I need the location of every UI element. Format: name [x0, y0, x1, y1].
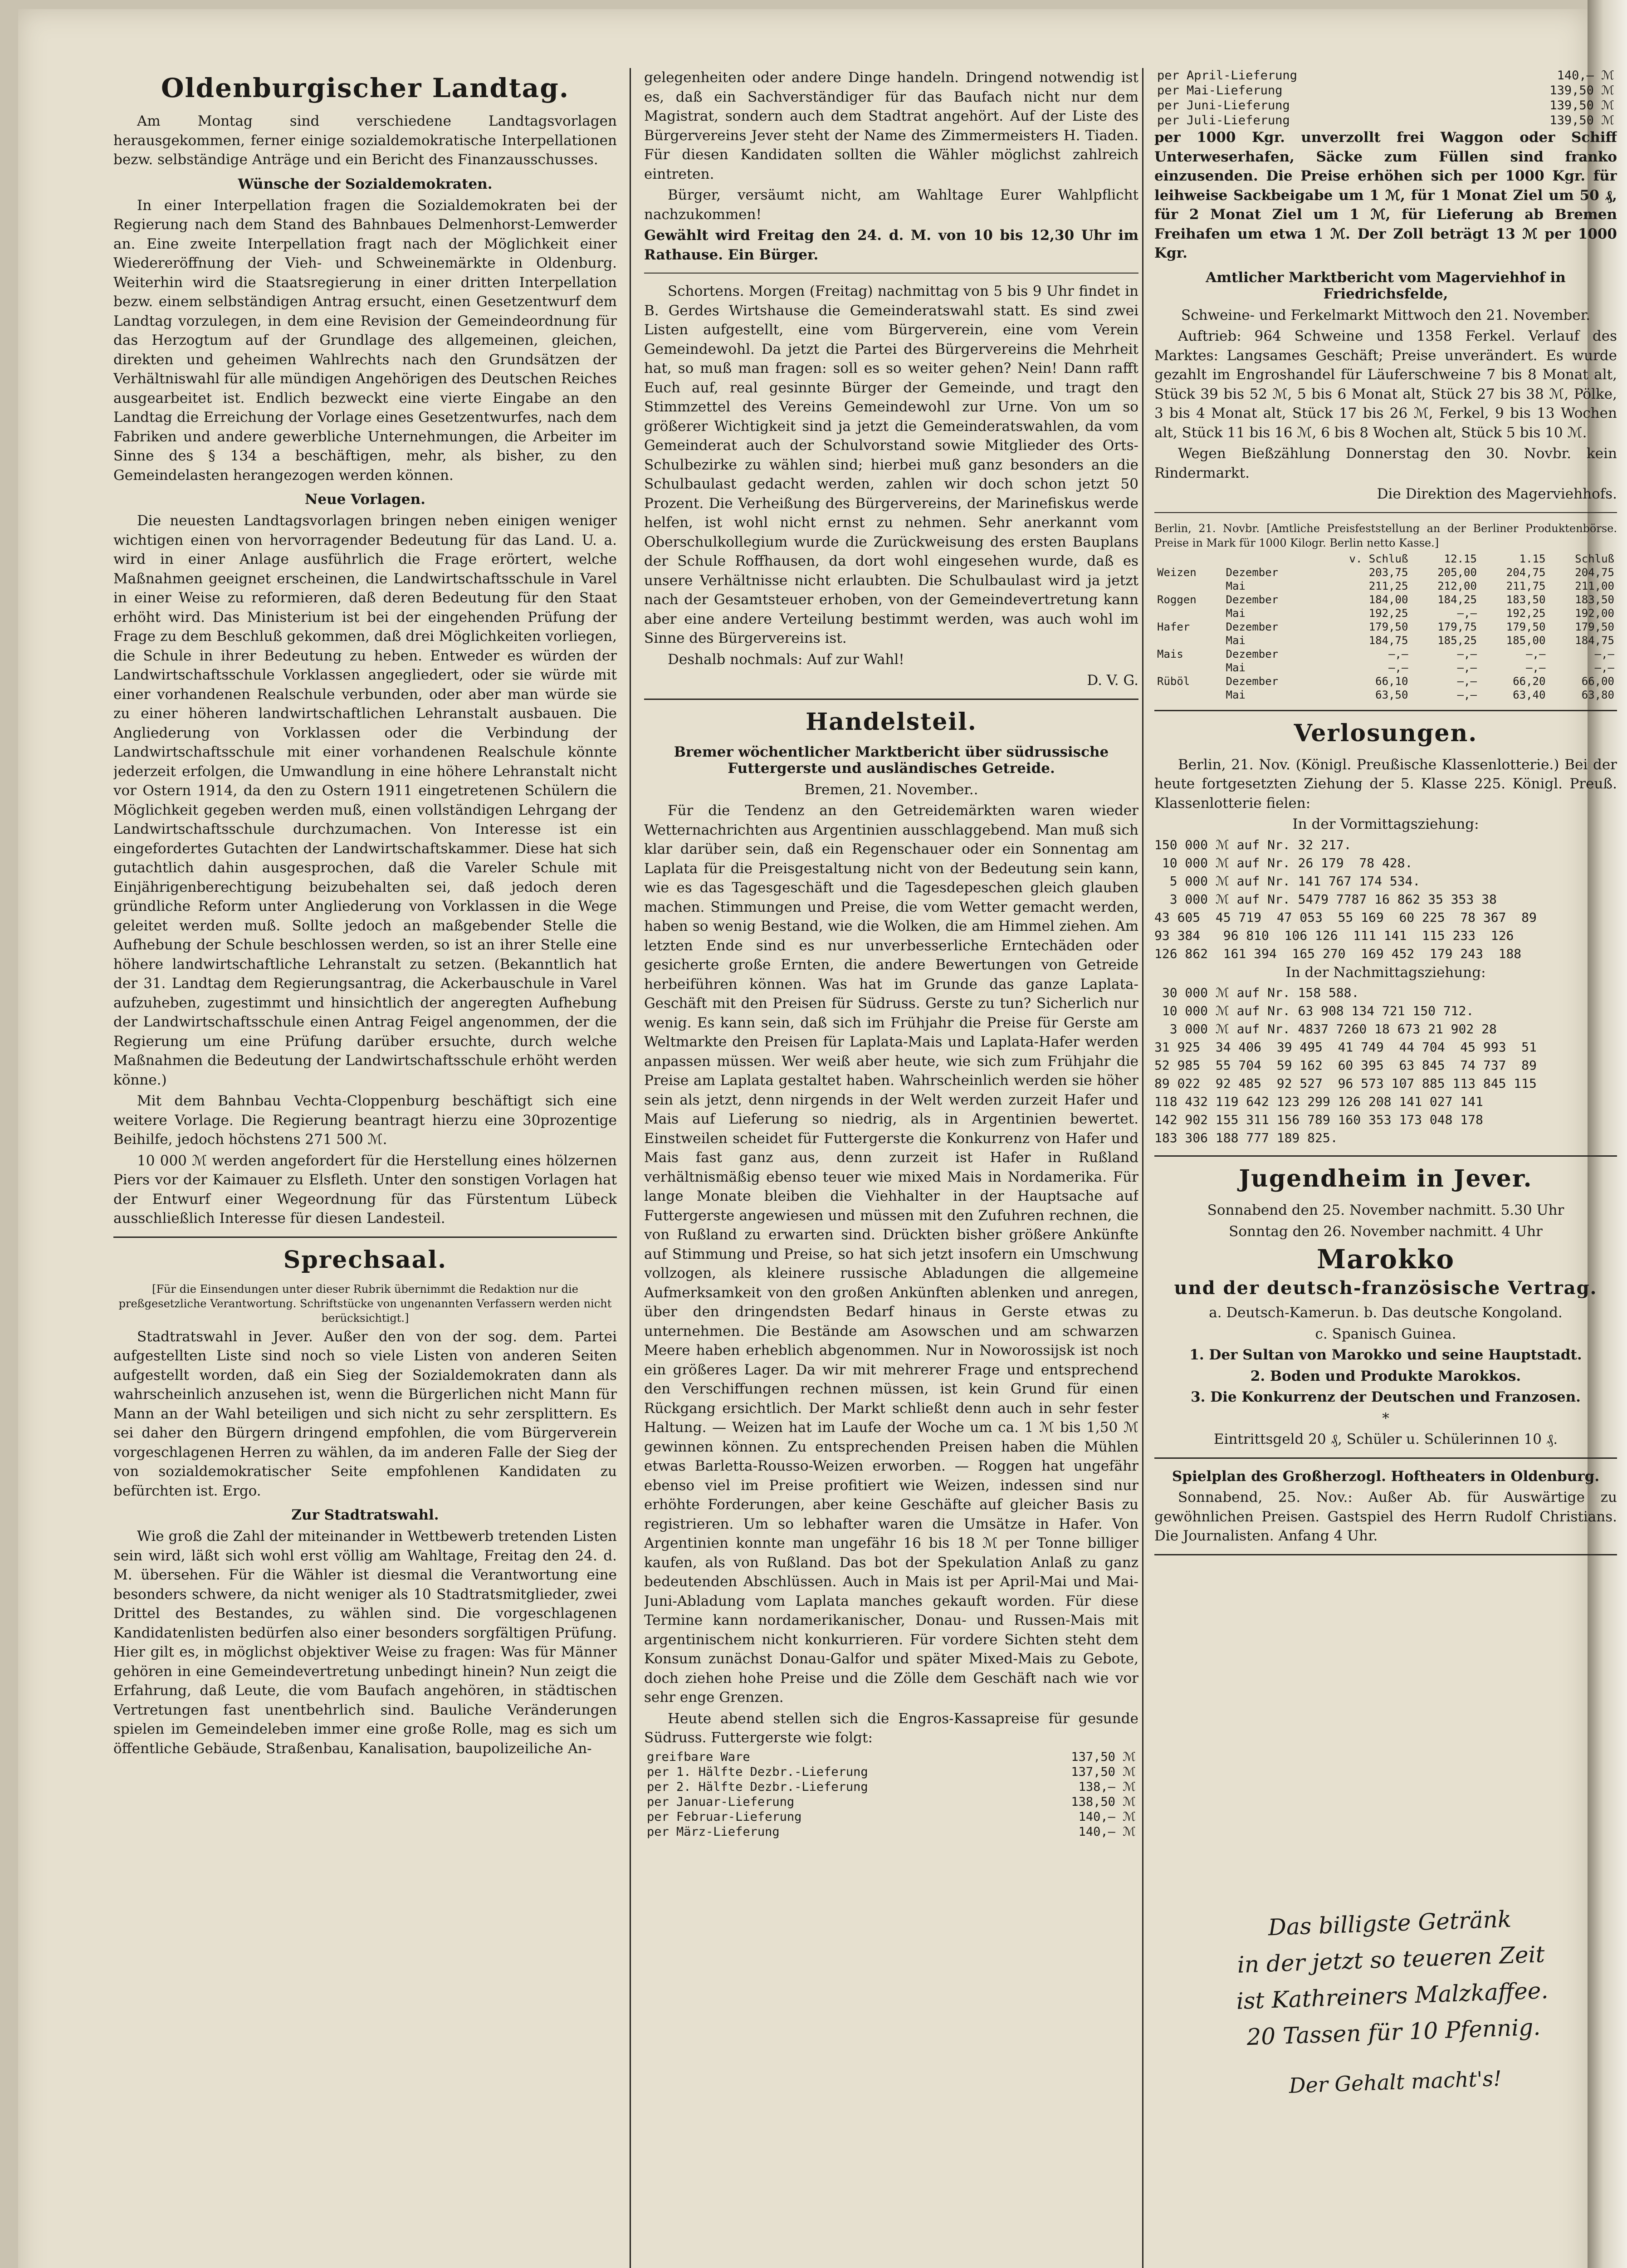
- table-cell: Dezember: [1226, 566, 1279, 579]
- section-divider: [644, 699, 1138, 700]
- paragraph: Stadtratswahl in Jever. Außer den von der sog. dem. Partei aufgestellten Liste sind noch so viele Listen von anderen Seiten aufgestellt worden, daß ein Sieg der Sozialdemokraten dann als wahrscheinlich anzusehen ist, wenn die Bürgerlichen nicht Mann für Mann an der Wahl beteiligen und sich nicht zu sehr zersplittern. Es sei daher den Bürgern dringend empfohlen, die vom Bürgerverein vorgeschlagenen Herren zu wählen, da im anderen Falle der Sieg der von sozialdemokratischer Seite empfohlenen Kandidaten zu befürchten ist. Ergo.: [113, 1328, 617, 1499]
- table-cell: 184,75: [1575, 634, 1614, 647]
- table-cell: —,—: [1457, 606, 1477, 620]
- table-row: [1154, 83, 1617, 98]
- separator-star: *: [1382, 1410, 1389, 1427]
- table-row: [644, 1809, 1138, 1824]
- paragraph: Die neuesten Landtagsvorlagen bringen neben einigen weniger wichtigen einen von hervorragender Bedeutung für das Land. U. a. wird in einer Anlage ausführlich die Frage erörtert, welche Maßnahmen geeignet erscheinen, die Landwirtschaftsschule in Varel in einer Weise zu reformieren, daß deren Bedeutung für den Staat erhöht wird. Das Ministerium ist bei der eingehenden Prüfung der Frage zu dem Beschluß gekommen, daß drei Möglichkeiten vorliegen, die Schule in ihrer Bedeutung zu heben. Entweder es würden der Landwirtschaftsschule Vorklassen angegliedert, oder sie würde mit einer vorhandenen Realschule verbunden, oder aber man würde sie zu einer höheren landwirtschaftlichen Lehranstalt ausbauen. Die Angliederung von Vorklassen oder die Verbindung der Landwirtschaftsschule mit einer vorhandenen Realschule könnte jederzeit erfolgen, die Umwandlung in eine höhere Lehranstalt nicht vor Ostern 1914, da den zu Ostern 1911 eingetretenen Schülern die Möglichkeit gegeben werden muß, einen vollständigen Lehrgang der Landwirtschaftsschule durchzumachen. Von Interesse ist ein eingefordertes Gutachten der Landwirtschaftskammer. Diese hat sich gutachtlich dahin ausgesprochen, daß die Vareler Schule mit Einjährigenberechtigung beizubehalten sei, daß jedoch deren gründliche Reform unter Angliederung von Vorklassen in die Wege geleitet werden muß. Sollte jedoch an maßgebender Stelle die Aufhebung der Schule beschlossen werden, so ist an ihrer Stelle eine höhere landwirtschaftliche Lehranstalt zu setzen. (Bekanntlich hat der 31. Landtag dem Regierungsantrag, die Ackerbauschule in Varel aufzuheben, zugestimmt und hinsichtlich der angeregten Aufhebung der Landwirtschaftsschule einen Antrag Feigel angenommen, der die Regierung um eine Prüfung darüber ersuchte, durch welche Maßnahmen die Bedeutung der Landwirtschaftsschule erhöht werden könne.): [113, 513, 617, 1088]
- landtag-intro: Am Montag sind verschiedene Landtagsvorlagen herausgekommen, ferner einige sozialdemokratische Interpellationen bezw. selbständige Anträge und ein Bericht des Finanzausschusses.: [113, 113, 617, 168]
- paragraph: Wegen Bießzählung Donnerstag den 30. Novbr. kein Rindermarkt.: [1154, 445, 1617, 481]
- table-cell: Dezember: [1226, 620, 1279, 633]
- table-cell: Dezember: [1226, 593, 1279, 606]
- table-cell: 179,75: [1437, 620, 1477, 633]
- table-cell: 183,50: [1575, 593, 1614, 606]
- subheading-neue-vorlagen: Neue Vorlagen.: [305, 491, 425, 508]
- number-line: 3 000 ℳ auf Nr. 4837 7260 18 673 21 902 28: [1154, 1022, 1497, 1036]
- table-cell: Mai: [1226, 606, 1246, 620]
- table-cell: Hafer: [1157, 620, 1190, 633]
- price-value: 140,— ℳ: [1078, 1809, 1136, 1824]
- number-line: 30 000 ℳ auf Nr. 158 588.: [1154, 985, 1359, 1000]
- price-conditions: per 1000 Kgr. unverzollt frei Waggon oder Schiff Unterweserhafen, Säcke zum Füllen sind franko einzusenden. Die Preise erhöhen sich per 1000 Kgr. für leihweise Sackbeigabe um 1 ℳ, für 1 Monat Ziel um 50 ₰, für 2 Monat Ziel um 1 ℳ, für Lieferung ab Bremen Freihafen um etwa 1 ℳ. Der Zoll beträgt 13 ℳ per 1000 Kgr.: [1154, 129, 1617, 261]
- price-value: 139,50 ℳ: [1549, 113, 1614, 127]
- table-cell: 66,20: [1513, 675, 1546, 688]
- col-head: [1223, 552, 1312, 566]
- table-row: [1154, 98, 1617, 113]
- boerse-table: [1154, 552, 1617, 702]
- table-cell: 192,25: [1368, 606, 1408, 620]
- table-cell: —,—: [1457, 675, 1477, 688]
- price-label: per Juni-Lieferung: [1157, 98, 1290, 112]
- paragraph: Berlin, 21. Nov. (Königl. Preußische Klassenlotterie.) Bei der heute fortgesetzten Ziehung der 5. Klasse 225. Königl. Preuß. Klassenlotterie fielen:: [1154, 756, 1617, 811]
- section-divider: [113, 1237, 617, 1238]
- table-cell: —,—: [1457, 661, 1477, 674]
- table-cell: Weizen: [1157, 566, 1197, 579]
- col-head: v. Schluß: [1349, 552, 1408, 565]
- table-cell: 63,40: [1513, 688, 1546, 701]
- election-time: Gewählt wird Freitag den 24. d. M. von 10 bis 12,30 Uhr im Rathause. Ein Bürger.: [644, 227, 1138, 263]
- table-cell: 212,00: [1437, 579, 1477, 592]
- table-row: [644, 1779, 1138, 1794]
- price-value: 137,50 ℳ: [1071, 1765, 1136, 1779]
- column-rule: [1142, 68, 1143, 2268]
- amtlicher-marktbericht-heading: Amtlicher Marktbericht vom Magerviehhof in Friedrichsfelde,: [1206, 269, 1566, 302]
- table-row: [1154, 661, 1617, 675]
- col-head: Schluß: [1575, 552, 1614, 565]
- boerse-body: [1154, 566, 1617, 702]
- table-cell: 179,50: [1506, 620, 1546, 633]
- table-cell: Mai: [1226, 661, 1246, 674]
- table-cell: Mai: [1226, 688, 1246, 701]
- nachmittag-numbers: [1154, 984, 1617, 1147]
- table-cell: Mai: [1226, 579, 1246, 592]
- paragraph: In einer Interpellation fragen die Sozialdemokraten bei der Regierung nach dem Stand des Bahnbaues Delmenhorst-Lemwerder an. Eine zweite Interpellation fragt nach der Möglichkeit einer Wiedereröffnung der Vieh- und Schweinemärkte in Oldenburg. Weiterhin wird die Staatsregierung in einer dritten Interpellation bezw. einem selbständigen Antrag ersucht, einen Gesetzentwurf dem Landtag vorzulegen, in dem eine Revision der Gemeindeordnung für das Herzogtum auf der Grundlage des allgemeinen, gleichen, direkten und geheimen Wahlrechts nach den Grundsätzen der Verhältniswahl für alle mündigen Angehörigen des Deutschen Reiches ausgearbeitet ist. Endlich bezweckt eine vierte Eingabe an den Landtag die Erreichung der Vorlage eines Gesetzentwurfes, nach dem Fabriken und andere gewerbliche Unternehmungen, die Arbeiter im Sinne des § 134 a beschäftigen, mehr, als bisher, zu den Gemeindelasten herangezogen werden können.: [113, 197, 617, 484]
- signature: D. V. G.: [1087, 672, 1138, 689]
- paragraph: Mit dem Bahnbau Vechta-Cloppenburg beschäftigt sich eine weitere Vorlage. Die Regierung beantragt hierzu eine 30prozentige Beihilfe, jedoch höchstens 271 500 ℳ.: [113, 1093, 617, 1148]
- verlosungen-headline: Verlosungen.: [1294, 719, 1478, 747]
- table-cell: Dezember: [1226, 647, 1279, 660]
- section-divider: [1154, 512, 1617, 513]
- section-divider: [1154, 710, 1617, 711]
- number-line: 142 902 155 311 156 789 160 353 173 048 178: [1154, 1112, 1483, 1127]
- number-line: 43 605 45 719 47 053 55 169 60 225 78 367 89: [1154, 909, 1537, 925]
- price-label: per 2. Hälfte Dezbr.-Lieferung: [647, 1779, 868, 1794]
- paragraph: Bürger, versäumt nicht, am Wahltage Eurer Wahlpflicht nachzukommen!: [644, 187, 1138, 223]
- table-cell: 204,75: [1506, 566, 1546, 579]
- topic: 3. Die Konkurrenz der Deutschen und Franzosen.: [1191, 1389, 1581, 1405]
- table-cell: 211,00: [1575, 579, 1614, 592]
- table-cell: 183,50: [1506, 593, 1546, 606]
- table-cell: 204,75: [1575, 566, 1614, 579]
- dateline: Bremen, 21. November..: [804, 781, 978, 798]
- paragraph: Wie groß die Zahl der miteinander in Wettbewerb tretenden Listen sein wird, läßt sich wohl erst völlig am Wahltage, Freitag den 24. d. M. übersehen. Für die Wähler ist diesmal die Verantwortung eine besonders schwere, da nicht weniger als 10 Stadtratsmitglieder, zwei Drittel des Bestandes, zu wählen sind. Die vorgeschlagenen Kandidatenlisten bedürfen also einer besonders sorgfältigen Prüfung. Hier gilt es, in möglichst objektiver Weise zu fragen: Was für Männer gehören in eine Gemeindevertretung unbedingt hinein? Nun zeigt die Erfahrung, daß Leute, die vom Baufach angehören, in städtischen Vertretungen fast unentbehrlich sind. Bauliche Veränderungen spielen im Gemeindeleben immer eine große Rolle, mag es sich um öffentliche Gebäude, Straßenbau, Kanalisation, baupolizeiliche An-: [113, 1528, 617, 1757]
- table-cell: 211,75: [1506, 579, 1546, 592]
- price-value: 138,— ℳ: [1078, 1779, 1136, 1794]
- table-cell: 185,00: [1506, 634, 1546, 647]
- subheading-stadtratswahl: Zur Stadtratswahl.: [291, 1507, 439, 1523]
- jugendheim-headline: Jugendheim in Jever.: [1239, 1165, 1533, 1193]
- table-cell: Mais: [1157, 647, 1183, 660]
- table-row: [1154, 675, 1617, 688]
- price-table: [644, 1750, 1138, 1839]
- table-cell: 185,25: [1437, 634, 1477, 647]
- handelsteil-headline: Handelsteil.: [806, 708, 977, 736]
- topic: 1. Der Sultan von Marokko und seine Hauptstadt.: [1189, 1347, 1582, 1363]
- table-cell: 192,25: [1506, 606, 1546, 620]
- section-divider: [1154, 1457, 1617, 1459]
- price-label: per Juli-Lieferung: [1157, 113, 1290, 127]
- handwritten-advertisement: [1185, 1898, 1600, 2107]
- table-cell: 66,00: [1581, 675, 1614, 688]
- spielplan-text: Sonnabend, 25. Nov.: Außer Ab. für Auswärtige zu gewöhnlichen Preisen. Gastspiel des Herrn Rudolf Christians. Die Journalisten. Anfang 4 Uhr.: [1154, 1489, 1617, 1544]
- paragraph: Heute abend stellen sich die Engros-Kassapreise für gesunde Südruss. Futtergerste wie folgt:: [644, 1710, 1138, 1746]
- vormittag-numbers: [1154, 836, 1617, 963]
- nachmittag-heading: In der Nachmittagsziehung:: [1285, 964, 1486, 981]
- table-cell: [1154, 634, 1223, 647]
- vertrag-title: und der deutsch-französische Vertrag.: [1174, 1277, 1598, 1299]
- price-label: per Mai-Lieferung: [1157, 83, 1283, 98]
- topics-line: a. Deutsch-Kamerun. b. Das deutsche Kongoland.: [1209, 1305, 1563, 1321]
- table-cell: 211,25: [1368, 579, 1408, 592]
- number-line: 10 000 ℳ auf Nr. 63 908 134 721 150 712.: [1154, 1003, 1474, 1018]
- table-cell: 184,25: [1437, 593, 1477, 606]
- paragraph: 10 000 ℳ werden angefordert für die Herstellung eines hölzernen Piers vor der Kaimauer zu Elsfleth. Unter den sonstigen Vorlagen hat der Entwurf einer Wegeordnung für das Fürstentum Lübeck ausschließlich Interesse für diesen Landesteil.: [113, 1152, 617, 1227]
- sprechsaal-disclaimer: [Für die Einsendungen unter dieser Rubrik übernimmt die Redaktion nur die preßgesetzliche Verantwortung. Schriftstücke von ungenannten Verfassern werden nicht berücksichtigt.]: [118, 1282, 612, 1325]
- section-divider: [644, 273, 1138, 274]
- paragraph: gelegenheiten oder andere Dinge handeln. Dringend notwendig ist es, daß ein Sachverständiger für das Baufach nicht nur dem Magistrat, sondern auch dem Stadtrat angehört. Auf der Liste des Bürgervereins Jever steht der Name des Zimmermeisters H. Tiaden. Für diesen Kandidaten sollten die Wähler möglichst zahlreich eintreten.: [644, 69, 1138, 182]
- table-cell: Roggen: [1157, 593, 1197, 606]
- landtag-headline: Oldenburgischer Landtag.: [161, 73, 570, 103]
- spielplan-heading: Spielplan des Großherzogl. Hoftheaters in Oldenburg.: [1172, 1468, 1600, 1485]
- table-row: [1154, 566, 1617, 579]
- ad-line: in der jetzt so teueren Zeit: [1236, 1941, 1545, 1978]
- table-cell: 66,10: [1375, 675, 1408, 688]
- table-row: [1154, 579, 1617, 593]
- price-label: per April-Lieferung: [1157, 68, 1297, 83]
- number-line: 126 862 161 394 165 270 169 452 179 243 188: [1154, 946, 1522, 961]
- subheading-sozialdemokraten: Wünsche der Sozialdemokraten.: [238, 176, 493, 192]
- price-value: 140,— ℳ: [1557, 68, 1614, 83]
- ad-slogan: Der Gehalt macht's!: [1288, 2066, 1502, 2098]
- direktion-signature: Die Direktion des Magerviehhofs.: [1377, 486, 1617, 502]
- price-value: 139,50 ℳ: [1549, 83, 1614, 98]
- section-divider: [1154, 1155, 1617, 1157]
- table-row: [644, 1794, 1138, 1809]
- col-head: 1.15: [1519, 552, 1546, 565]
- price-label: greifbare Ware: [647, 1750, 750, 1764]
- table-row: [1154, 634, 1617, 647]
- table-cell: 63,80: [1581, 688, 1614, 701]
- ad-line: ist Kathreiners Malzkaffee.: [1236, 1977, 1549, 2014]
- table-cell: 203,75: [1368, 566, 1408, 579]
- table-row: [1154, 593, 1617, 606]
- ad-line: 20 Tassen für 10 Pfennig.: [1246, 2014, 1541, 2051]
- price-value: 139,50 ℳ: [1549, 98, 1614, 112]
- paragraph: Auftrieb: 964 Schweine und 1358 Ferkel. Verlauf des Marktes: Langsames Geschäft; Preise unverändert. Es wurde gezahlt im Engroshandel für Läuferschweine 7 bis 8 Monat alt, Stück 39 bis 52 ℳ, 5 bis 6 Monat alt, Stück 27 bis 38 ℳ, Pölke, 3 bis 4 Monat alt, Stück 17 bis 26 ℳ, Ferkel, 9 bis 13 Wochen alt, Stück 11 bis 16 ℳ, 6 bis 8 Wochen alt, Stück 5 bis 10 ℳ.: [1154, 328, 1617, 441]
- market-date: Schweine- und Ferkelmarkt Mittwoch den 21. November.: [1181, 307, 1591, 323]
- price-value: 138,50 ℳ: [1071, 1794, 1136, 1809]
- table-cell: Dezember: [1226, 675, 1279, 688]
- table-cell: —,—: [1526, 661, 1546, 674]
- column-middle: [644, 68, 1138, 2268]
- number-line: 3 000 ℳ auf Nr. 5479 7787 16 862 35 353 38: [1154, 891, 1497, 907]
- section-divider: [1154, 1554, 1617, 1555]
- price-label: per 1. Hälfte Dezbr.-Lieferung: [647, 1765, 868, 1779]
- eintrittsgeld: Eintrittsgeld 20 ₰, Schüler u. Schülerinnen 10 ₰.: [1213, 1431, 1558, 1447]
- table-cell: [1154, 579, 1223, 593]
- berlin-boerse-note: Berlin, 21. Novbr. [Amtliche Preisfeststellung an der Berliner Produktenbörse. Preise in Mark für 1000 Kilogr. Berlin netto Kasse.]: [1154, 522, 1617, 549]
- price-label: per März-Lieferung: [647, 1824, 780, 1839]
- jugendheim-date-1: Sonnabend den 25. November nachmitt. 5.30 Uhr: [1207, 1202, 1564, 1218]
- table-row: [1154, 620, 1617, 634]
- ad-line: Das billigste Getränk: [1267, 1906, 1512, 1941]
- table-cell: 63,50: [1375, 688, 1408, 701]
- sprechsaal-headline: Sprechsaal.: [283, 1246, 447, 1274]
- paragraph: Für die Tendenz an den Getreidemärkten waren wieder Wetternachrichten aus Argentinien ausschlaggebend. Man muß sich klar darüber sein, daß ein Regenschauer oder ein Sonnentag am Laplata für die Preisgestaltung nicht von der Bedeutung sein kann, wie es das Tagesgeschäft und die Tagesdepeschen gleich glauben machen. Stimmungen und Preise, die vom Wetter gemacht werden, haben so wenig Bestand, wie die Wolken, die am Himmel ziehen. Am letzten Ende sind es nur unverbesserliche Erntechäden oder gesicherte große Ernten, die andere Bewertungen von Getreide herbeiführen können. Was hat im Grunde das ganze Laplata-Geschäft mit den Preisen für Südruss. Gerste zu tun? Sicherlich nur wenig. Es kann sein, daß sich im Frühjahr die Preise für Gerste am Weltmarkte den Preisen für Laplata-Mais und Laplata-Hafer werden anpassen müssen. Wer weiß aber heute, wie sich zum Frühjahr die Preise am Laplata gestaltet haben. Wahrscheinlich werden sie höher sein als jetzt, denn nirgends in der Welt werden zurzeit Hafer und Mais auf Lieferung so niedrig, als in Argentinien bewertet. Einstweilen scheidet für Futtergerste die Konkurrenz von Hafer und Mais fast ganz aus, denn zurzeit ist Hafer in Rußland verhältnismäßig ebenso teuer wie mixed Mais in Nordamerika. Für lange Monate bleiben die Viehhalter in der Hauptsache auf Futtergerste angewiesen und müssen mit den Zufuhren rechnen, die von Rußland zu erwarten sind. Drückten bisher größere Ankünfte auf Stimmung und Preise, so hat sich jetzt insofern ein Umschwung vollzogen, als kleinere russische Abladungen die allgemeine Aufmerksamkeit von den großen Ankünften ablenken und anregen, über den dringendsten Bedarf hinaus in Gerste etwas zu unternehmen. Die Bestände am Asowschen und am schwarzen Meere haben erheblich abgenommen. Nur in Noworossijsk ist noch ein größeres Lager. Da wir mit mehrerer Frage und entsprechend den Verschiffungen rechnen müssen, ist kein Grund für einen Rückgang ersichtlich. Der Markt schließt denn auch in sehr fester Haltung. — Weizen hat im Laufe der Woche um ca. 1 ℳ bis 1,50 ℳ gewinnen können. Zu entsprechenden Preisen haben die Mühlen etwas Barletta-Rousso-Weizen erworben. — Roggen hat ungefähr ebenso viel im Preise profitiert wie Weizen, indessen sind nur erhöhte Forderungen, aber keine Geschäfte auf gleicher Basis zu registrieren. Um so lebhafter waren die Umsätze in Hafer. Von Argentinien konnte man ungefähr 16 bis 18 ℳ per Tonne billiger kaufen, als von Rußland. Das bot der Spekulation Anlaß zu ganz bedeutenden Abschlüssen. Auch in Mais ist per April-Mai und Mai-Juni-Abladung vom Laplata manches gekauft worden. Für diese Termine kann nordamerikanischer, Donau- und Russen-Mais mit argentinischem nicht konkurrieren. Für vordere Sichten steht dem Konsum zunächst Donau-Galfor und später Mixed-Mais zu Gebote, doch ziehen hohe Preise und die Zölle dem Geschäft nach wie vor sehr enge Grenzen.: [644, 802, 1138, 1706]
- table-cell: —,—: [1388, 647, 1408, 660]
- table-cell: —,—: [1594, 647, 1614, 660]
- table-cell: [1154, 661, 1223, 675]
- column-rule: [630, 68, 631, 2268]
- number-line: 31 925 34 406 39 495 41 749 44 704 45 993 51: [1154, 1040, 1537, 1055]
- paragraph: Schortens. Morgen (Freitag) nachmittag von 5 bis 9 Uhr findet in B. Gerdes Wirtshause die Gemeinderatswahl statt. Es sind zwei Listen aufgestellt, eine vom Bürgerverein, eine vom Verein Gemeindewohl. Da jetzt die Partei des Bürgervereins die Mehrheit hat, so muß man fragen: soll es so weiter gehen? Nein! Dann rafft Euch auf, real gesinnte Bürger der Gemeinde, und tragt den Stimmzettel des Vereins Gemeindewohl zur Urne. Von um so größerer Wichtigkeit sind ja jetzt die Gemeinderatswahlen, da vom Gemeinderat auch der Schulvorstand sowie Mitglieder des Orts-Schulbezirke zu wählen sind; hierbei muß ganz besonders an die Schulbaulast gedacht werden, zahlen wir doch schon jetzt 50 Prozent. Die Verheißung des Bürgervereins, der Marinefiskus werde helfen, ist wohl nicht ernst zu nehmen. Sehr anerkannt vom Oberschulkollegium wurde die Zurückweisung des ersten Bauplans der Schule Roffhausen, da dort wohl eingesehen wurde, daß es unsere Verhältnisse nicht erlaubten. Die Schulbaulast wird ja jetzt nach der Gesamtsteuer erhoben, von der Gemeindevertretung kann aber eine andere Verteilung bestimmt werden, was auch wohl im Sinne des Bürgervereins ist.: [644, 283, 1138, 646]
- price-value: 137,50 ℳ: [1071, 1750, 1136, 1764]
- table-cell: 179,50: [1368, 620, 1408, 633]
- price-label: per Februar-Lieferung: [647, 1809, 802, 1824]
- vormittag-heading: In der Vormittagsziehung:: [1292, 816, 1479, 832]
- table-cell: —,—: [1457, 647, 1477, 660]
- marktbericht-subheading: Bremer wöchentlicher Marktbericht über südrussische Futtergerste und ausländisches Getreide.: [674, 743, 1109, 777]
- table-row: [644, 1750, 1138, 1765]
- table-cell: —,—: [1457, 688, 1477, 701]
- table-row: [644, 1824, 1138, 1839]
- table-cell: 184,75: [1368, 634, 1408, 647]
- table-cell: Mai: [1226, 634, 1246, 647]
- price-table-continued: [1154, 68, 1617, 128]
- number-line: 118 432 119 642 123 299 126 208 141 027 141: [1154, 1094, 1483, 1109]
- table-cell: —,—: [1526, 647, 1546, 660]
- col-head: 12.15: [1444, 552, 1477, 565]
- table-header: [1154, 552, 1617, 566]
- price-value: 140,— ℳ: [1078, 1824, 1136, 1839]
- table-cell: 192,00: [1575, 606, 1614, 620]
- table-cell: Rüböl: [1157, 675, 1190, 688]
- number-line: 93 384 96 810 106 126 111 141 115 233 126: [1154, 928, 1514, 943]
- marokko-title: Marokko: [1316, 1244, 1455, 1275]
- jugendheim-date-2: Sonntag den 26. November nachmitt. 4 Uhr: [1229, 1223, 1543, 1240]
- number-line: 10 000 ℳ auf Nr. 26 179 78 428.: [1154, 855, 1413, 870]
- number-line: 89 022 92 485 92 527 96 573 107 885 113 845 115: [1154, 1076, 1537, 1091]
- table-row: [1154, 688, 1617, 702]
- table-cell: 205,00: [1437, 566, 1477, 579]
- topics-line: c. Spanisch Guinea.: [1315, 1325, 1456, 1342]
- table-cell: [1154, 688, 1223, 702]
- table-row: [1154, 113, 1617, 128]
- table-row: [644, 1765, 1138, 1779]
- table-cell: —,—: [1388, 661, 1408, 674]
- number-line: 150 000 ℳ auf Nr. 32 217.: [1154, 837, 1352, 852]
- number-line: 52 985 55 704 59 162 60 395 63 845 74 737 89: [1154, 1058, 1537, 1073]
- table-cell: 179,50: [1575, 620, 1614, 633]
- table-row: [1154, 647, 1617, 661]
- table-row: [1154, 606, 1617, 620]
- col-head: [1154, 552, 1223, 566]
- table-cell: —,—: [1594, 661, 1614, 674]
- table-cell: 184,00: [1368, 593, 1408, 606]
- number-line: 183 306 188 777 189 825.: [1154, 1130, 1338, 1145]
- column-left: [113, 68, 617, 2268]
- price-label: per Januar-Lieferung: [647, 1794, 795, 1809]
- table-row: [1154, 68, 1617, 83]
- paragraph: Deshalb nochmals: Auf zur Wahl!: [668, 651, 904, 668]
- number-line: 5 000 ℳ auf Nr. 141 767 174 534.: [1154, 873, 1421, 889]
- topic: 2. Boden und Produkte Marokkos.: [1250, 1368, 1521, 1384]
- table-cell: [1154, 606, 1223, 620]
